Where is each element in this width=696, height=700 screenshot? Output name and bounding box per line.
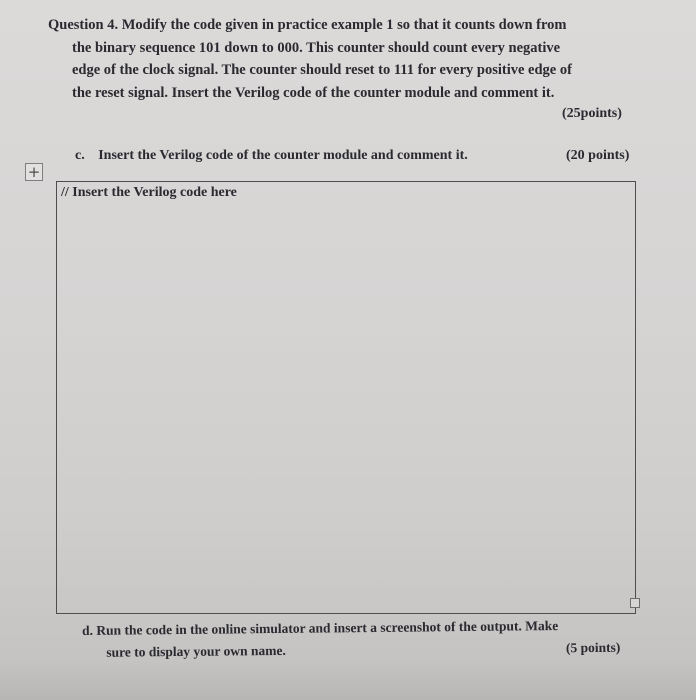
item-d-points: (5 points): [565, 639, 621, 656]
item-c-text: Insert the Verilog code of the counter module and comment it.: [98, 148, 468, 163]
page-shadow: [0, 660, 696, 700]
answer-text-box[interactable]: [56, 181, 636, 614]
resize-square-icon[interactable]: [630, 598, 640, 608]
item-c-letter: c.: [75, 148, 85, 163]
question-line: the reset signal. Insert the Verilog code of the counter module and comment it.: [72, 84, 555, 101]
item-c: [75, 148, 468, 164]
item-c-points: (20 points): [566, 148, 630, 163]
item-d: [82, 614, 642, 664]
answer-placeholder[interactable]: // Insert the Verilog code here: [61, 185, 237, 200]
move-cross-icon[interactable]: +: [25, 163, 43, 181]
question-text: [48, 14, 648, 104]
question-line: edge of the clock signal. The counter should reset to 111 for every positive edge of: [72, 62, 572, 78]
question-points: (25points): [562, 106, 622, 121]
question-line: the binary sequence 101 down to 000. This counter should count every negative: [72, 39, 561, 56]
item-d-line: d. Run the code in the online simulator and insert a screenshot of the output. Make: [82, 618, 559, 638]
question-line: Question 4. Modify the code given in practice example 1 so that it counts down from: [48, 17, 567, 33]
item-d-line: sure to display your own name.: [106, 642, 286, 660]
